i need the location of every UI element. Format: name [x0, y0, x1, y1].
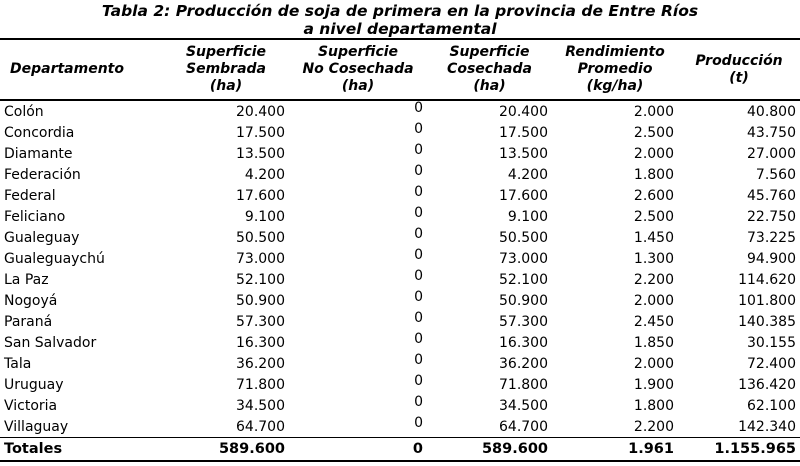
header-produccion	[678, 39, 800, 100]
table-row	[0, 185, 800, 206]
header-superficie-cosechada	[427, 39, 552, 100]
production-table	[0, 38, 800, 462]
cell-departamento: Diamante	[4, 145, 73, 162]
totals-no-cosechada: 0	[412, 441, 423, 457]
table-row	[0, 164, 800, 185]
cell-cosechada: 17.600	[499, 187, 548, 204]
cell-rendimiento: 1.850	[633, 334, 674, 351]
cell-departamento: La Paz	[4, 271, 49, 288]
table-row	[0, 206, 800, 227]
cell-sembrada: 17.600	[236, 187, 285, 204]
cell-no-cosechada: 0	[414, 373, 423, 389]
cell-produccion: 40.800	[747, 103, 796, 120]
table-header-row	[0, 39, 800, 100]
cell-produccion: 101.800	[738, 292, 796, 309]
header-departamento	[0, 39, 163, 100]
cell-no-cosechada: 0	[414, 247, 423, 263]
cell-sembrada: 71.800	[236, 376, 285, 393]
cell-cosechada: 17.500	[499, 124, 548, 141]
header-unit: (ha)	[209, 78, 243, 94]
cell-no-cosechada: 0	[414, 142, 423, 158]
table-row	[0, 290, 800, 311]
cell-cosechada: 20.400	[499, 103, 548, 120]
table-title-line-2: a nivel departamental	[303, 20, 497, 38]
header-label: Departamento	[10, 61, 124, 77]
cell-departamento: Tala	[4, 355, 32, 372]
header-unit: (ha)	[473, 78, 506, 94]
totals-rendimiento: 1.961	[628, 441, 674, 457]
cell-produccion: 140.385	[738, 313, 796, 330]
cell-cosechada: 50.900	[499, 292, 548, 309]
table-row	[0, 374, 800, 395]
cell-rendimiento: 2.000	[633, 145, 674, 162]
header-label: Superficie	[449, 44, 530, 60]
cell-sembrada: 64.700	[236, 418, 285, 435]
cell-departamento: Gualeguaychú	[4, 250, 105, 267]
cell-produccion: 43.750	[747, 124, 796, 141]
cell-rendimiento: 1.300	[633, 250, 674, 267]
cell-sembrada: 9.100	[244, 208, 285, 225]
cell-no-cosechada: 0	[414, 310, 423, 326]
cell-rendimiento: 1.800	[633, 166, 674, 183]
cell-departamento: Gualeguay	[4, 229, 80, 246]
cell-cosechada: 73.000	[499, 250, 548, 267]
table-title-line-1: Tabla 2: Producción de soja de primera en la provincia de Entre Ríos	[101, 2, 699, 20]
cell-departamento: Villaguay	[4, 418, 69, 435]
cell-produccion: 72.400	[747, 355, 796, 372]
cell-sembrada: 57.300	[236, 313, 285, 330]
totals-row	[0, 438, 800, 462]
cell-no-cosechada: 0	[414, 121, 423, 137]
cell-sembrada: 52.100	[236, 271, 285, 288]
cell-produccion: 136.420	[738, 376, 796, 393]
cell-rendimiento: 2.200	[633, 418, 674, 435]
cell-no-cosechada: 0	[414, 352, 423, 368]
cell-no-cosechada: 0	[414, 205, 423, 221]
cell-rendimiento: 1.900	[633, 376, 674, 393]
table-row	[0, 143, 800, 164]
cell-cosechada: 64.700	[499, 418, 548, 435]
cell-departamento: Victoria	[4, 397, 58, 414]
table-row	[0, 332, 800, 353]
cell-sembrada: 73.000	[236, 250, 285, 267]
table-row	[0, 269, 800, 290]
cell-departamento: Colón	[4, 103, 44, 120]
table-row	[0, 227, 800, 248]
header-label: Cosechada	[447, 61, 532, 77]
cell-produccion: 30.155	[747, 334, 796, 351]
header-label: Superficie	[317, 44, 399, 60]
cell-no-cosechada: 0	[414, 289, 423, 305]
header-superficie-no-cosechada	[289, 39, 427, 100]
cell-produccion: 27.000	[747, 145, 796, 162]
cell-produccion: 7.560	[755, 166, 796, 183]
cell-departamento: Federación	[4, 166, 81, 183]
cell-no-cosechada: 0	[414, 226, 423, 242]
table-row	[0, 100, 800, 122]
table-body	[0, 100, 800, 461]
header-unit: (t)	[729, 69, 749, 86]
cell-sembrada: 16.300	[236, 334, 285, 351]
cell-no-cosechada: 0	[414, 394, 423, 410]
cell-departamento: Feliciano	[4, 208, 66, 225]
cell-produccion: 114.620	[738, 271, 796, 288]
cell-cosechada: 57.300	[499, 313, 548, 330]
cell-rendimiento: 2.200	[633, 271, 674, 288]
header-label: Producción	[695, 52, 783, 69]
cell-no-cosechada: 0	[414, 268, 423, 284]
table-title	[0, 0, 800, 38]
cell-sembrada: 36.200	[236, 355, 285, 372]
cell-produccion: 94.900	[747, 250, 796, 267]
table-row	[0, 353, 800, 374]
cell-departamento: Paraná	[4, 313, 53, 330]
cell-departamento: Concordia	[4, 124, 75, 141]
cell-departamento: Federal	[4, 187, 56, 204]
cell-sembrada: 13.500	[236, 145, 285, 162]
header-unit: (kg/ha)	[586, 78, 644, 94]
table-row	[0, 416, 800, 438]
header-superficie-sembrada	[163, 39, 289, 100]
cell-cosechada: 71.800	[499, 376, 548, 393]
cell-sembrada: 17.500	[236, 124, 285, 141]
table-row	[0, 311, 800, 332]
cell-produccion: 73.225	[747, 229, 796, 246]
cell-no-cosechada: 0	[414, 415, 423, 431]
cell-rendimiento: 2.000	[633, 355, 674, 372]
table-row	[0, 248, 800, 269]
cell-rendimiento: 2.000	[633, 103, 674, 120]
cell-sembrada: 50.500	[236, 229, 285, 246]
header-label: Sembrada	[185, 61, 266, 77]
cell-sembrada: 34.500	[236, 397, 285, 414]
cell-cosechada: 16.300	[499, 334, 548, 351]
totals-label: Totales	[4, 441, 63, 457]
cell-rendimiento: 1.450	[633, 229, 674, 246]
header-label: Promedio	[577, 61, 653, 77]
cell-cosechada: 52.100	[499, 271, 548, 288]
cell-sembrada: 50.900	[236, 292, 285, 309]
cell-rendimiento: 2.500	[633, 208, 674, 225]
cell-cosechada: 36.200	[499, 355, 548, 372]
header-label: No Cosechada	[302, 61, 414, 77]
cell-cosechada: 34.500	[499, 397, 548, 414]
cell-sembrada: 4.200	[244, 166, 285, 183]
cell-produccion: 142.340	[738, 418, 796, 435]
header-unit: (ha)	[341, 78, 375, 94]
cell-produccion: 45.760	[747, 187, 796, 204]
totals-produccion: 1.155.965	[714, 441, 796, 457]
totals-sembrada: 589.600	[218, 441, 285, 457]
cell-produccion: 22.750	[747, 208, 796, 225]
header-rendimiento-promedio	[552, 39, 678, 100]
cell-rendimiento: 2.000	[633, 292, 674, 309]
cell-cosechada: 50.500	[499, 229, 548, 246]
cell-rendimiento: 1.800	[633, 397, 674, 414]
table-row	[0, 395, 800, 416]
cell-rendimiento: 2.500	[633, 124, 674, 141]
cell-cosechada: 13.500	[499, 145, 548, 162]
cell-no-cosechada: 0	[414, 100, 423, 116]
cell-departamento: Nogoyá	[4, 292, 58, 309]
cell-cosechada: 4.200	[507, 166, 548, 183]
header-label: Rendimiento	[565, 44, 665, 60]
header-label: Superficie	[185, 44, 267, 60]
cell-produccion: 62.100	[747, 397, 796, 414]
table-row	[0, 122, 800, 143]
cell-sembrada: 20.400	[236, 103, 285, 120]
cell-departamento: San Salvador	[4, 334, 97, 351]
cell-rendimiento: 2.450	[633, 313, 674, 330]
cell-no-cosechada: 0	[414, 163, 423, 179]
cell-no-cosechada: 0	[414, 184, 423, 200]
cell-departamento: Uruguay	[4, 376, 64, 393]
totals-cosechada: 589.600	[481, 441, 548, 457]
cell-no-cosechada: 0	[414, 331, 423, 347]
cell-cosechada: 9.100	[507, 208, 548, 225]
cell-rendimiento: 2.600	[633, 187, 674, 204]
